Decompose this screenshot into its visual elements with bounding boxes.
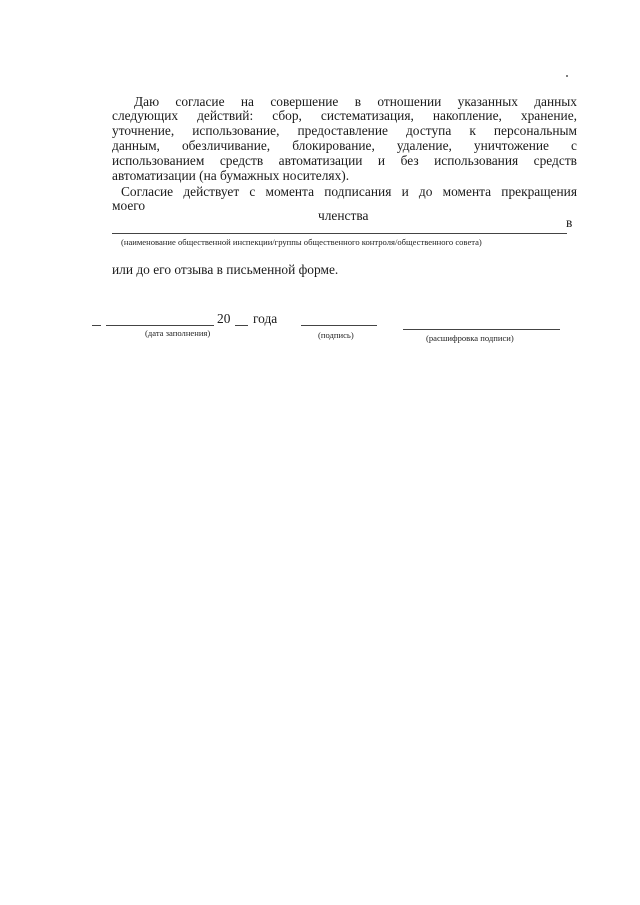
date-caption: (дата заполнения) xyxy=(145,328,211,338)
organization-fill-line xyxy=(112,233,567,234)
paragraph1-line: уточнение, использование, предоставление доступа к персональным xyxy=(112,123,577,138)
signature-caption: (подпись) xyxy=(318,330,354,340)
name-caption: (расшифровка подписи) xyxy=(426,333,514,343)
word-chlenstva: членства xyxy=(318,208,369,223)
paragraph1-line: данным, обезличивание, блокирование, удаление, уничтожение с xyxy=(112,138,577,153)
word-v: в xyxy=(566,215,573,230)
year-suffix: года xyxy=(253,311,278,326)
scan-speck xyxy=(566,75,568,77)
paragraph1-line: следующих действий: сбор, систематизация, накопление, хранение, xyxy=(112,108,577,123)
name-fill-line xyxy=(403,329,560,330)
year-fill-line xyxy=(235,325,248,326)
paragraph1-line: Даю согласие на совершение в отношении указанных данных xyxy=(134,94,577,109)
month-fill-line xyxy=(106,325,214,326)
word-moego: моего xyxy=(112,198,146,213)
organization-caption: (наименование общественной инспекции/группы общественного контроля/общественного совета) xyxy=(121,237,482,247)
year-prefix: 20 xyxy=(217,311,231,326)
paragraph2-line: Согласие действует с момента подписания и до момента прекращения xyxy=(121,184,577,199)
paragraph1-line: автоматизации (на бумажных носителях). xyxy=(112,168,350,183)
signature-fill-line xyxy=(301,325,377,326)
paragraph2-end: или до его отзыва в письменной форме. xyxy=(112,262,339,277)
day-fill-line xyxy=(92,325,101,326)
paragraph1-line: использованием средств автоматизации и без использования средств xyxy=(112,153,577,168)
